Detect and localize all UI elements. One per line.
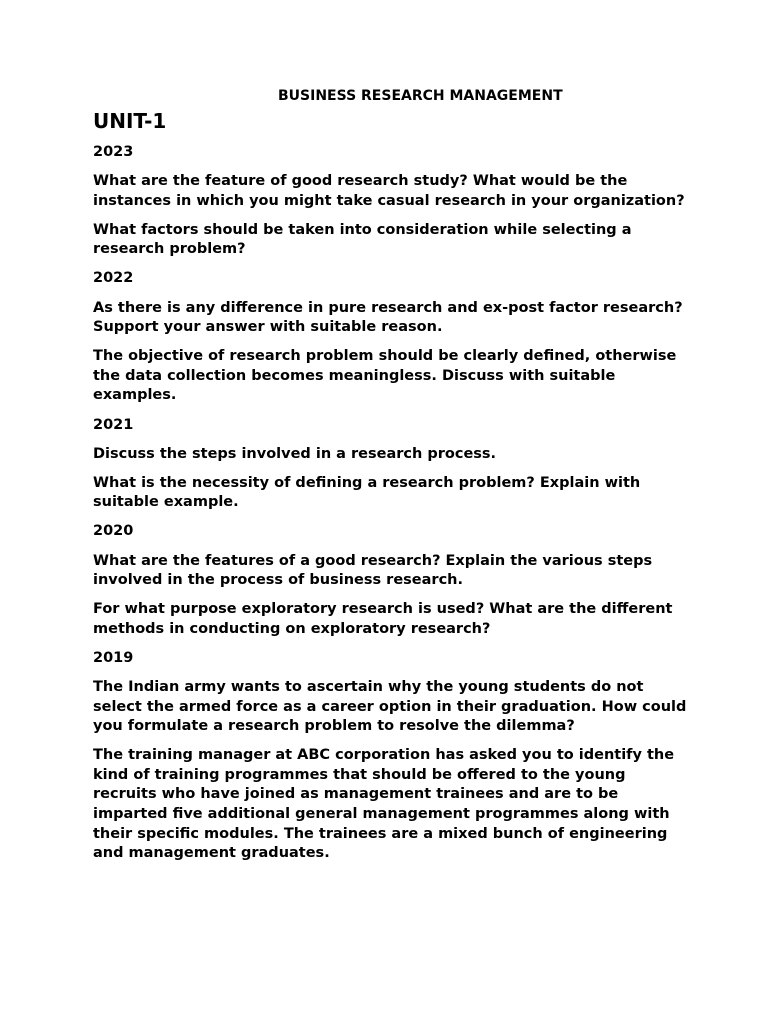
document-page (93, 86, 693, 873)
question-item: Discuss the steps involved in a research process. (93, 445, 497, 462)
question-item: The objective of research problem should be clearly defined, otherwise the data collection becomes meaningless. Discuss with suitable examples. (93, 348, 677, 404)
question-item: What factors should be taken into consideration while selecting a research problem? (93, 221, 632, 258)
year-heading: 2020 (93, 523, 134, 540)
year-heading: 2022 (93, 270, 134, 287)
question-item: What is the necessity of defining a research problem? Explain with suitable example. (93, 474, 641, 511)
question-item: For what purpose exploratory research is used? What are the different methods in conducting on exploratory research? (93, 601, 673, 637)
year-heading: 2023 (93, 144, 134, 160)
question-item: The Indian army wants to ascertain why the young students do not select the armed force as a career option in their graduation. How could you formulate a research problem to resolve the dilemma? (93, 678, 687, 735)
year-section (93, 649, 693, 864)
question-sections (93, 143, 693, 864)
question-item: What are the feature of good research study? What would be the instances in which you might take casual research in your organization? (93, 173, 685, 209)
question-item: The training manager at ABC corporation has asked you to identify the kind of training programmes that should be offered to the young recruits who have joined as management trainees and are to be imparted five additional general management programmes along with their specific modules. The trainees are a mixed bunch of engineering and management graduates. (93, 747, 675, 862)
year-heading: 2021 (93, 416, 134, 433)
document-title: BUSINESS RESEARCH MANAGEMENT (278, 88, 563, 104)
question-item: What are the features of a good research? Explain the various steps involved in the process of business research. (93, 552, 653, 589)
question-item: As there is any difference in pure research and ex-post factor research? Support your answer with suitable reason. (93, 299, 683, 336)
year-section (93, 522, 693, 639)
year-section (93, 416, 693, 513)
year-section (93, 269, 693, 406)
year-section (93, 143, 693, 260)
year-heading: 2019 (93, 649, 134, 666)
unit-heading: UNIT-1 (93, 109, 167, 133)
